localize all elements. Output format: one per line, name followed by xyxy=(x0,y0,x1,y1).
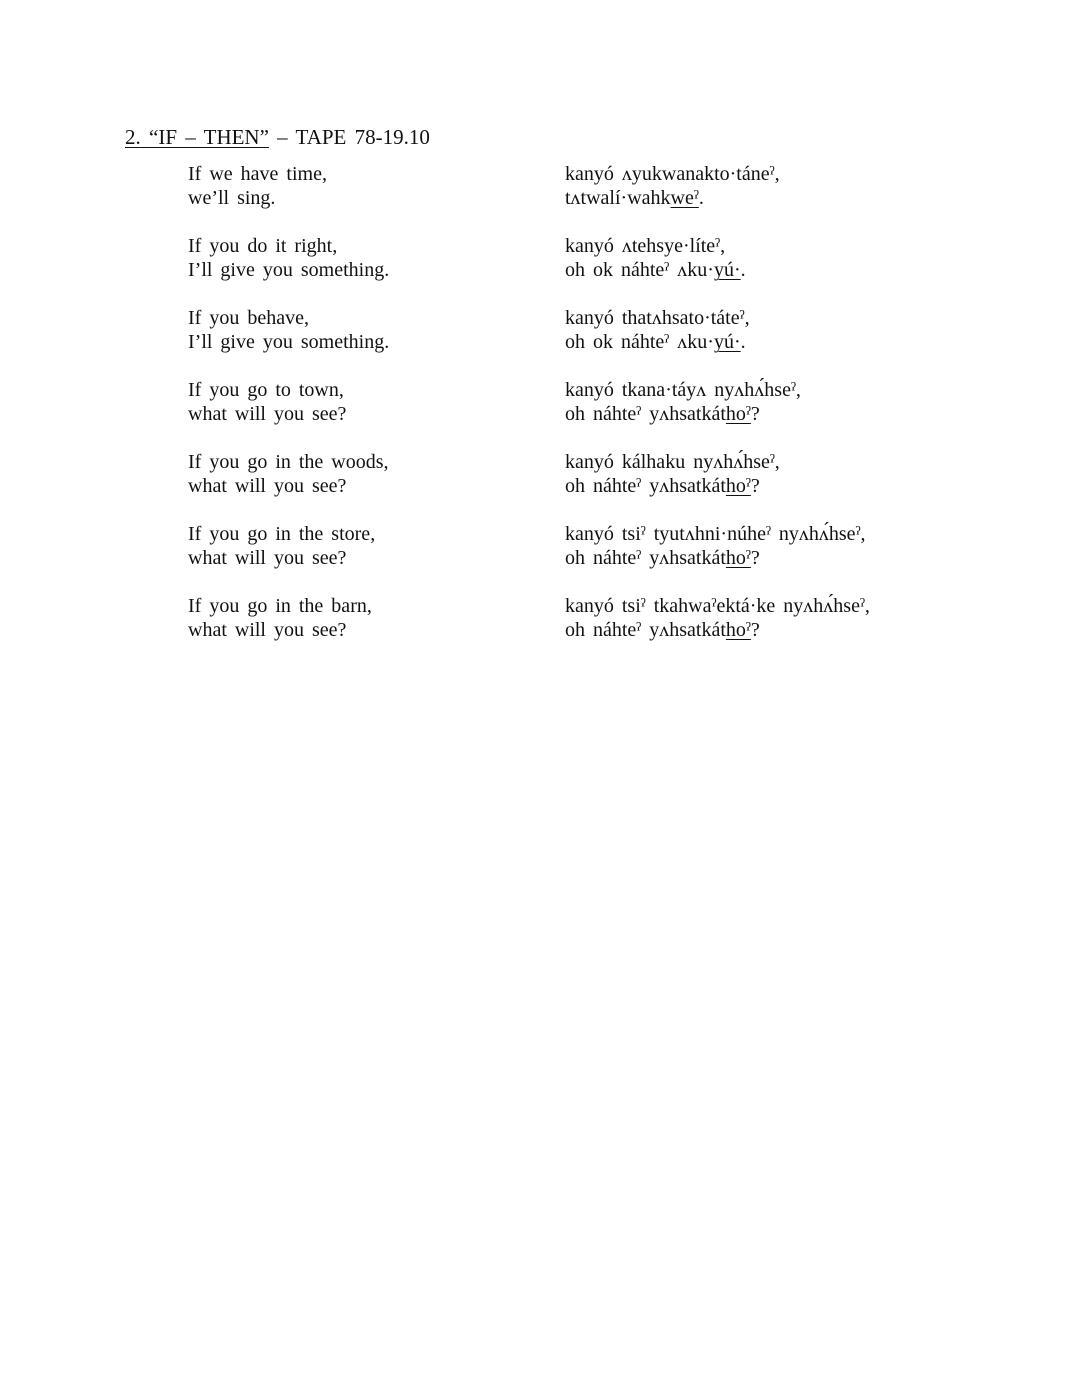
heading-dash: – xyxy=(277,125,288,149)
mohawk-line xyxy=(565,378,985,402)
mohawk-text: oh náhteˀ yʌhsatkát xyxy=(565,547,726,569)
mohawk-text: ? xyxy=(750,403,760,425)
mohawk-line xyxy=(565,258,985,282)
english-line: what will you see? xyxy=(188,619,347,641)
english-column xyxy=(188,162,548,210)
sentence-pair xyxy=(188,522,988,594)
mohawk-underlined: yú· xyxy=(713,331,741,353)
sentence-pair xyxy=(188,162,988,234)
mohawk-line xyxy=(565,402,985,426)
mohawk-underlined: hoˀ xyxy=(725,547,751,569)
section-heading xyxy=(125,124,430,150)
mohawk-text: oh ok náhteˀ ʌku· xyxy=(565,331,714,353)
mohawk-column xyxy=(565,378,985,426)
mohawk-line xyxy=(565,450,985,474)
mohawk-column xyxy=(565,306,985,354)
english-line: what will you see? xyxy=(188,403,347,425)
english-line: If we have time, xyxy=(188,163,327,185)
mohawk-underlined: weˀ xyxy=(670,187,699,209)
mohawk-line xyxy=(565,594,985,618)
mohawk-line xyxy=(565,522,985,546)
heading-tape: TAPE 78-19.10 xyxy=(295,125,430,149)
mohawk-line xyxy=(565,234,985,258)
mohawk-column xyxy=(565,234,985,282)
mohawk-text: oh náhteˀ yʌhsatkát xyxy=(565,403,726,425)
mohawk-column xyxy=(565,450,985,498)
mohawk-text: kanyó tsiˀ tkahwaˀektá·ke nyʌhʌ́hseˀ, xyxy=(565,595,870,617)
mohawk-underlined: hoˀ xyxy=(725,403,751,425)
heading-number-title xyxy=(125,125,269,149)
english-column xyxy=(188,378,548,426)
mohawk-text: . xyxy=(740,331,746,353)
mohawk-text: kanyó thatʌhsato·táteˀ, xyxy=(565,307,750,329)
mohawk-column xyxy=(565,522,985,570)
mohawk-line xyxy=(565,186,985,210)
english-line: If you behave, xyxy=(188,307,309,329)
heading-number: 2. xyxy=(125,125,141,149)
mohawk-line xyxy=(565,306,985,330)
english-line: what will you see? xyxy=(188,547,347,569)
mohawk-line xyxy=(565,474,985,498)
english-line: If you go to town, xyxy=(188,379,344,401)
mohawk-text: ? xyxy=(750,619,760,641)
mohawk-line xyxy=(565,330,985,354)
mohawk-text: kanyó tsiˀ tyutʌhni·núheˀ nyʌhʌ́hseˀ, xyxy=(565,523,866,545)
mohawk-line xyxy=(565,162,985,186)
english-column xyxy=(188,306,548,354)
english-column xyxy=(188,594,548,642)
english-line: I’ll give you something. xyxy=(188,259,390,281)
heading-title: “IF – THEN” xyxy=(149,125,269,149)
english-line: If you go in the store, xyxy=(188,523,376,545)
mohawk-text: oh náhteˀ yʌhsatkát xyxy=(565,619,726,641)
sentence-pair xyxy=(188,378,988,450)
sentence-pair xyxy=(188,594,988,666)
sentence-pair xyxy=(188,306,988,378)
mohawk-underlined: hoˀ xyxy=(725,619,751,641)
english-line: we’ll sing. xyxy=(188,187,276,209)
english-line: If you go in the woods, xyxy=(188,451,389,473)
mohawk-text: ? xyxy=(750,547,760,569)
mohawk-underlined: yú· xyxy=(713,259,741,281)
mohawk-text: kanyó ʌyukwanakto·táneˀ, xyxy=(565,163,780,185)
mohawk-text: kanyó kálhaku nyʌhʌ́hseˀ, xyxy=(565,451,780,473)
english-column xyxy=(188,234,548,282)
english-column xyxy=(188,450,548,498)
mohawk-text: . xyxy=(698,187,704,209)
mohawk-underlined: hoˀ xyxy=(725,475,751,497)
sentence-pair xyxy=(188,450,988,522)
mohawk-line xyxy=(565,546,985,570)
sentence-pairs xyxy=(188,162,988,666)
english-line: I’ll give you something. xyxy=(188,331,390,353)
mohawk-column xyxy=(565,162,985,210)
english-line: If you do it right, xyxy=(188,235,338,257)
mohawk-text: ? xyxy=(750,475,760,497)
mohawk-text: . xyxy=(740,259,746,281)
mohawk-column xyxy=(565,594,985,642)
mohawk-text: oh náhteˀ yʌhsatkát xyxy=(565,475,726,497)
mohawk-text: kanyó tkana·táyʌ nyʌhʌ́hseˀ, xyxy=(565,379,801,401)
english-column xyxy=(188,522,548,570)
english-line: If you go in the barn, xyxy=(188,595,372,617)
sentence-pair xyxy=(188,234,988,306)
mohawk-text: tʌtwalí·wahk xyxy=(565,187,671,209)
mohawk-text: oh ok náhteˀ ʌku· xyxy=(565,259,714,281)
english-line: what will you see? xyxy=(188,475,347,497)
mohawk-text: kanyó ʌtehsye·líteˀ, xyxy=(565,235,726,257)
mohawk-line xyxy=(565,618,985,642)
